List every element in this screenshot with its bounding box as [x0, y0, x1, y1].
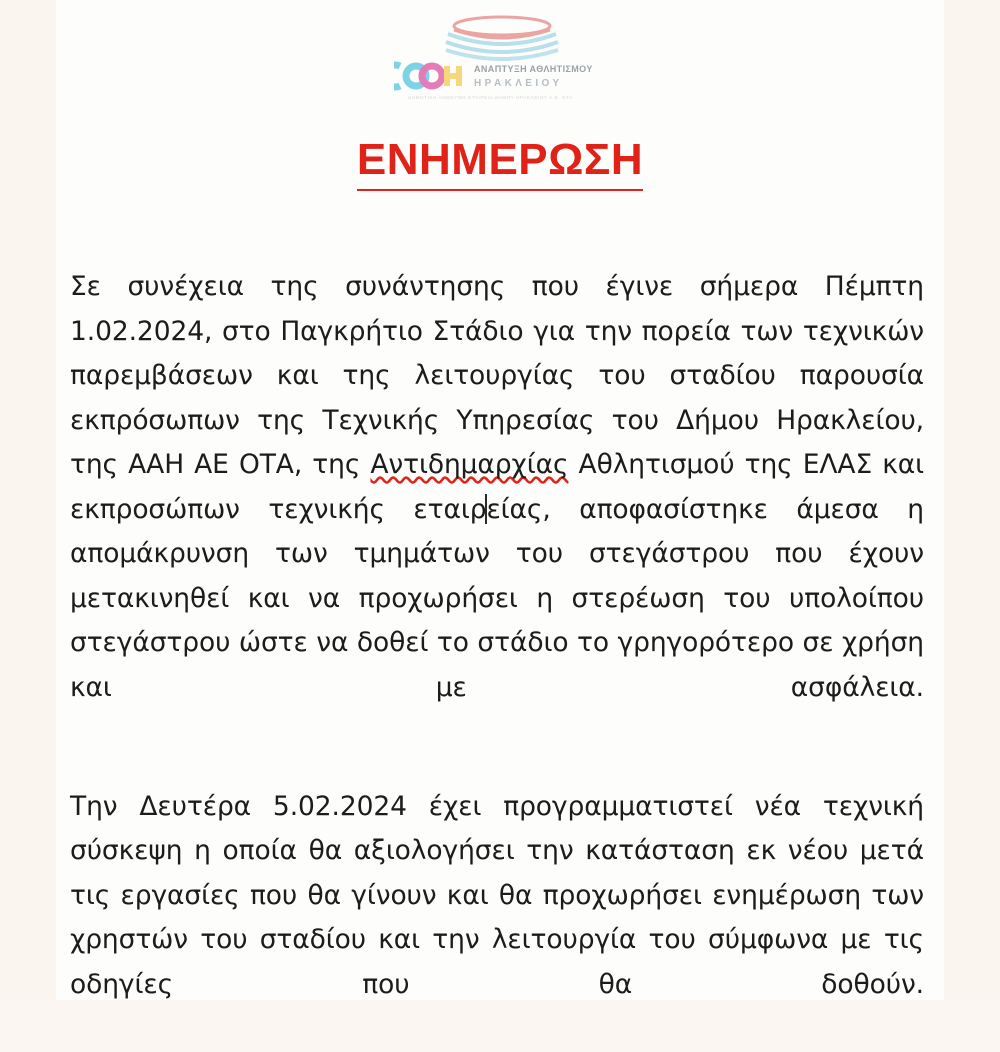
logo-header — [68, 0, 932, 112]
title-container — [68, 135, 932, 191]
logo-graphic — [394, 12, 606, 104]
misspelled-word: Αντιδημαρχίας — [370, 449, 569, 480]
paragraph-2: Την Δευτέρα 5.02.2024 έχει προγραμματιστεί νέα τεχνική σύσκεψη η οποία θα αξιολογήσει την κατάσταση εκ νέου μετά τις εργασίες που θα γίνουν και θα προχωρήσει ενημέρωση των χρηστών του σταδίου και την λειτουργία του σύμφωνα με τις οδηγίες που θα δοθούν. — [70, 790, 924, 1000]
document-body — [68, 265, 932, 1052]
page-content-area — [56, 0, 944, 1000]
organization-logo — [394, 12, 606, 104]
logo-line2: ΗΡΑΚΛΕΙΟΥ — [474, 78, 563, 89]
logo-line1: ΑΝΑΠΤΥΞΗ ΑΘΛΗΤΙΣΜΟΥ — [474, 64, 593, 74]
stadium-arcs-icon — [446, 17, 558, 59]
page-title: ΕΝΗΜΕΡΩΣΗ — [357, 138, 643, 191]
paragraph-1-segment-2: Αθλητισμού της ΕΛΑΣ και εκπροσώπων τεχνικής εταιρ — [70, 449, 924, 525]
paragraph-1 — [70, 265, 924, 755]
logo-monogram-icon — [394, 65, 462, 87]
paragraph-1-segment-3: είας, αποφασίστηκε άμεσα η απομάκρυνση των τμημάτων του στεγάστρου που έχουν μετακινηθεί και να προχωρήσει η στερέωση του υπολοίπου στεγάστρου ώστε να δοθεί το στάδιο το γρηγορότερο σε χρήση και με ασφάλεια. — [70, 493, 924, 703]
paragraph-1-segment-1: Σε συνέχεια της συνάντησης που έγινε σήμερα Πέμπτη 1.02.2024, στο Παγκρήτιο Στάδιο για την πορεία των τεχνικών παρεμβάσεων και της λειτουργίας του σταδίου παρουσία εκπρόσωπων της Τεχνικής Υπηρεσίας του Δήμου Ηρακλείου, της ΑΑΗ ΑΕ ΟΤΑ, της — [70, 271, 924, 480]
logo-line3: ΔΗΜΟΤΙΚΗ ΑΝΩΝΥΜΗ ΕΤΑΙΡΕΙΑ ΔΗΜΟΥ ΗΡΑΚΛΕΙΟΥ Α.Ε. ΟΤΑ — [408, 95, 573, 100]
